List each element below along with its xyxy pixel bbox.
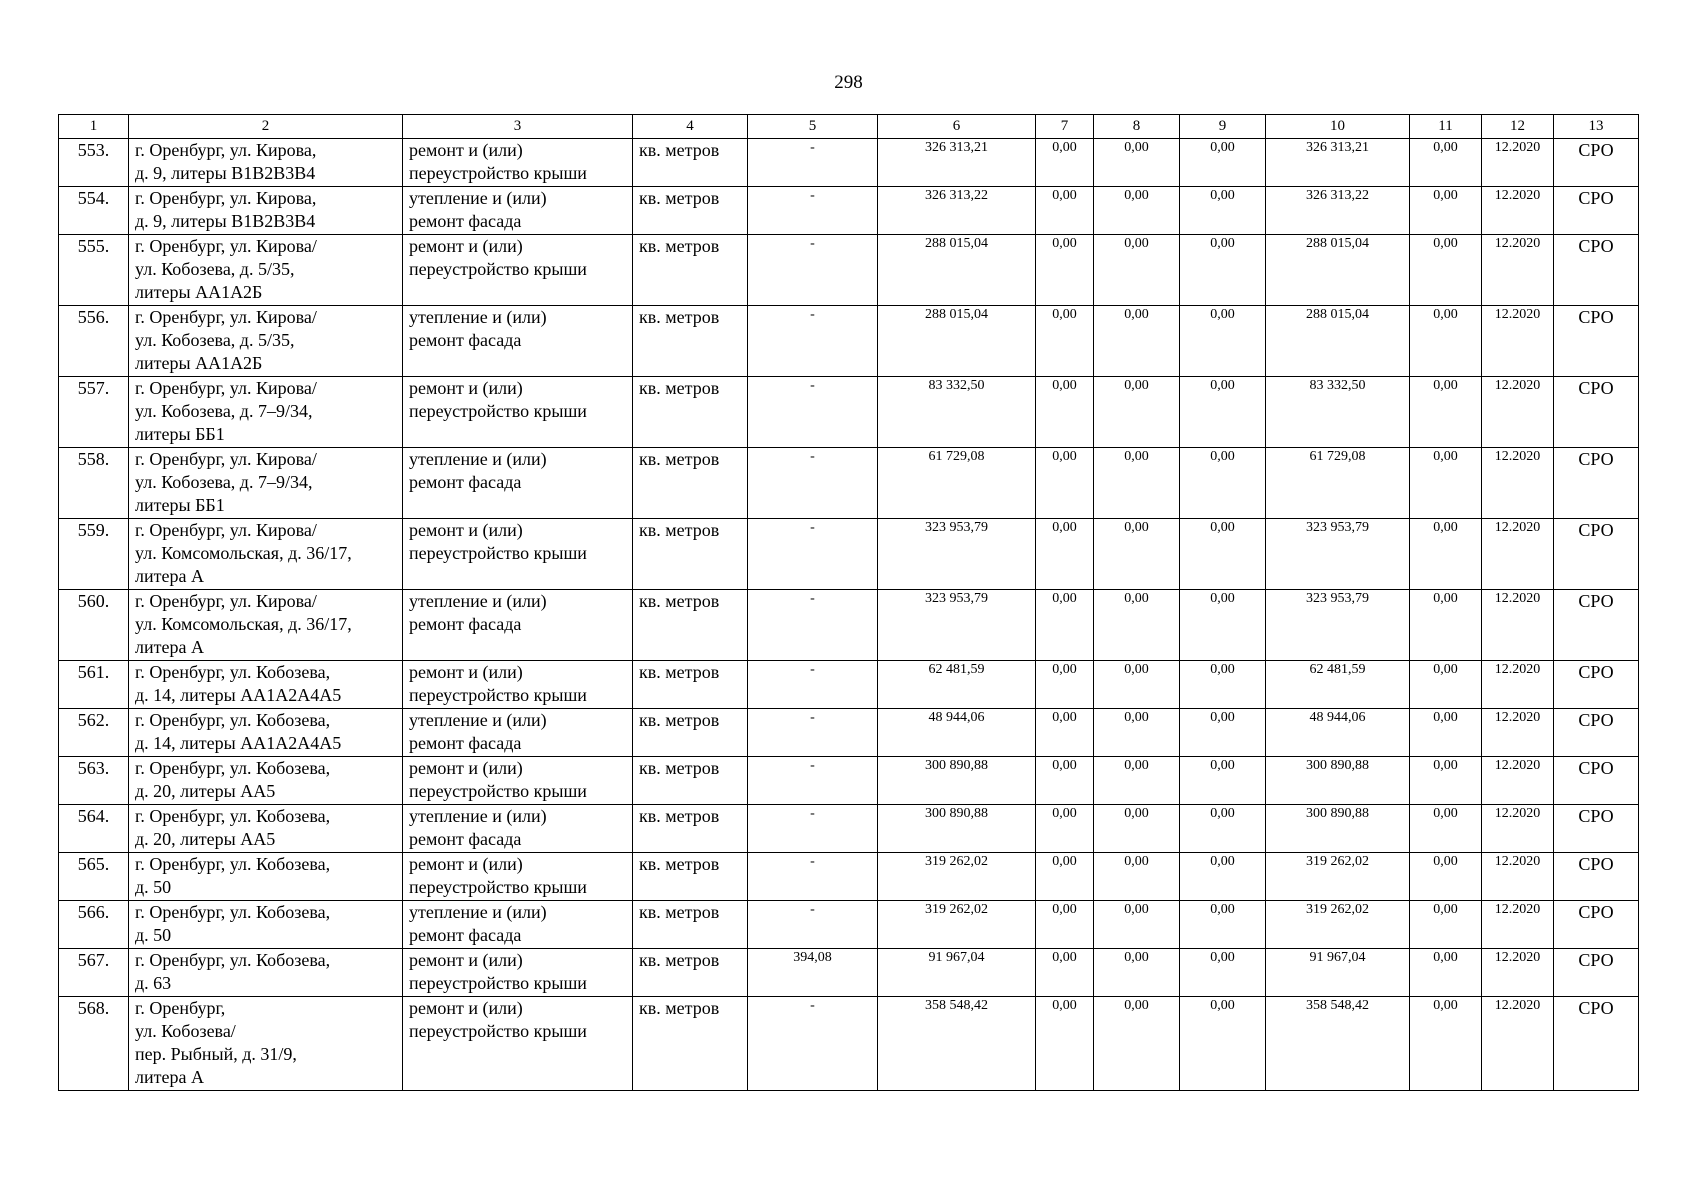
col11-value-cell: 0,00 bbox=[1410, 519, 1482, 590]
work-type-cell: утепление и (или) ремонт фасада bbox=[403, 448, 633, 519]
completion-date-cell: 12.2020 bbox=[1482, 757, 1554, 805]
address-cell: г. Оренбург, ул. Кобозева, д. 14, литеры АА1А2А4А5 bbox=[129, 709, 403, 757]
completion-date-cell: 12.2020 bbox=[1482, 377, 1554, 448]
col6-value-cell: 323 953,79 bbox=[878, 590, 1036, 661]
organization-cell: СРО bbox=[1554, 306, 1639, 377]
col5-value-cell: - bbox=[748, 853, 878, 901]
col7-value-cell: 0,00 bbox=[1036, 661, 1094, 709]
organization-cell: СРО bbox=[1554, 235, 1639, 306]
col9-value-cell: 0,00 bbox=[1180, 187, 1266, 235]
col9-value-cell: 0,00 bbox=[1180, 709, 1266, 757]
col11-value-cell: 0,00 bbox=[1410, 853, 1482, 901]
col6-value-cell: 48 944,06 bbox=[878, 709, 1036, 757]
unit-cell: кв. метров bbox=[633, 590, 748, 661]
page-number: 298 bbox=[834, 72, 863, 93]
completion-date-cell: 12.2020 bbox=[1482, 306, 1554, 377]
col7-value-cell: 0,00 bbox=[1036, 590, 1094, 661]
column-number-header: 13 bbox=[1554, 115, 1639, 139]
col9-value-cell: 0,00 bbox=[1180, 377, 1266, 448]
col9-value-cell: 0,00 bbox=[1180, 448, 1266, 519]
col6-value-cell: 326 313,21 bbox=[878, 139, 1036, 187]
work-type-cell: ремонт и (или) переустройство крыши bbox=[403, 235, 633, 306]
col5-value-cell: - bbox=[748, 805, 878, 853]
col5-value-cell: - bbox=[748, 757, 878, 805]
col6-value-cell: 61 729,08 bbox=[878, 448, 1036, 519]
address-cell: г. Оренбург, ул. Кирова/ ул. Кобозева, д. 7–9/34, литеры ББ1 bbox=[129, 448, 403, 519]
col9-value-cell: 0,00 bbox=[1180, 853, 1266, 901]
col11-value-cell: 0,00 bbox=[1410, 187, 1482, 235]
col8-value-cell: 0,00 bbox=[1094, 377, 1180, 448]
work-type-cell: ремонт и (или) переустройство крыши bbox=[403, 377, 633, 448]
address-cell: г. Оренбург, ул. Кирова/ ул. Комсомольская, д. 36/17, литера А bbox=[129, 590, 403, 661]
organization-cell: СРО bbox=[1554, 448, 1639, 519]
completion-date-cell: 12.2020 bbox=[1482, 139, 1554, 187]
column-number-header: 1 bbox=[59, 115, 129, 139]
organization-cell: СРО bbox=[1554, 661, 1639, 709]
col10-value-cell: 358 548,42 bbox=[1266, 997, 1410, 1091]
table-row bbox=[59, 805, 1639, 853]
col9-value-cell: 0,00 bbox=[1180, 757, 1266, 805]
column-number-header: 9 bbox=[1180, 115, 1266, 139]
col7-value-cell: 0,00 bbox=[1036, 757, 1094, 805]
organization-cell: СРО bbox=[1554, 377, 1639, 448]
work-type-cell: утепление и (или) ремонт фасада bbox=[403, 187, 633, 235]
completion-date-cell: 12.2020 bbox=[1482, 661, 1554, 709]
row-number-cell: 560. bbox=[59, 590, 129, 661]
col5-value-cell: - bbox=[748, 590, 878, 661]
unit-cell: кв. метров bbox=[633, 187, 748, 235]
address-cell: г. Оренбург, ул. Кирова/ ул. Кобозева, д. 7–9/34, литеры ББ1 bbox=[129, 377, 403, 448]
col8-value-cell: 0,00 bbox=[1094, 997, 1180, 1091]
col7-value-cell: 0,00 bbox=[1036, 853, 1094, 901]
address-cell: г. Оренбург, ул. Кобозева, д. 50 bbox=[129, 901, 403, 949]
col9-value-cell: 0,00 bbox=[1180, 805, 1266, 853]
col11-value-cell: 0,00 bbox=[1410, 448, 1482, 519]
table-row bbox=[59, 997, 1639, 1091]
col5-value-cell: - bbox=[748, 997, 878, 1091]
organization-cell: СРО bbox=[1554, 519, 1639, 590]
table-row bbox=[59, 519, 1639, 590]
col5-value-cell: - bbox=[748, 187, 878, 235]
work-type-cell: утепление и (или) ремонт фасада bbox=[403, 805, 633, 853]
row-number-cell: 558. bbox=[59, 448, 129, 519]
organization-cell: СРО bbox=[1554, 187, 1639, 235]
col8-value-cell: 0,00 bbox=[1094, 306, 1180, 377]
col11-value-cell: 0,00 bbox=[1410, 139, 1482, 187]
row-number-cell: 556. bbox=[59, 306, 129, 377]
address-cell: г. Оренбург, ул. Кобозева, д. 14, литеры АА1А2А4А5 bbox=[129, 661, 403, 709]
col9-value-cell: 0,00 bbox=[1180, 139, 1266, 187]
col6-value-cell: 300 890,88 bbox=[878, 805, 1036, 853]
col7-value-cell: 0,00 bbox=[1036, 709, 1094, 757]
table-row bbox=[59, 590, 1639, 661]
col5-value-cell: - bbox=[748, 661, 878, 709]
col9-value-cell: 0,00 bbox=[1180, 306, 1266, 377]
table-row bbox=[59, 901, 1639, 949]
unit-cell: кв. метров bbox=[633, 519, 748, 590]
completion-date-cell: 12.2020 bbox=[1482, 901, 1554, 949]
table-row bbox=[59, 377, 1639, 448]
col8-value-cell: 0,00 bbox=[1094, 448, 1180, 519]
col11-value-cell: 0,00 bbox=[1410, 997, 1482, 1091]
col5-value-cell: 394,08 bbox=[748, 949, 878, 997]
address-cell: г. Оренбург, ул. Кирова, д. 9, литеры В1В2В3В4 bbox=[129, 139, 403, 187]
row-number-cell: 555. bbox=[59, 235, 129, 306]
row-number-cell: 565. bbox=[59, 853, 129, 901]
col10-value-cell: 62 481,59 bbox=[1266, 661, 1410, 709]
col7-value-cell: 0,00 bbox=[1036, 949, 1094, 997]
completion-date-cell: 12.2020 bbox=[1482, 709, 1554, 757]
work-type-cell: утепление и (или) ремонт фасада bbox=[403, 709, 633, 757]
unit-cell: кв. метров bbox=[633, 235, 748, 306]
row-number-cell: 557. bbox=[59, 377, 129, 448]
col10-value-cell: 288 015,04 bbox=[1266, 235, 1410, 306]
work-type-cell: ремонт и (или) переустройство крыши bbox=[403, 757, 633, 805]
address-cell: г. Оренбург, ул. Кирова, д. 9, литеры В1В2В3В4 bbox=[129, 187, 403, 235]
work-type-cell: ремонт и (или) переустройство крыши bbox=[403, 519, 633, 590]
row-number-cell: 567. bbox=[59, 949, 129, 997]
table-row bbox=[59, 235, 1639, 306]
col10-value-cell: 300 890,88 bbox=[1266, 805, 1410, 853]
col8-value-cell: 0,00 bbox=[1094, 590, 1180, 661]
address-cell: г. Оренбург, ул. Кобозева/ пер. Рыбный, д. 31/9, литера А bbox=[129, 997, 403, 1091]
completion-date-cell: 12.2020 bbox=[1482, 853, 1554, 901]
col7-value-cell: 0,00 bbox=[1036, 235, 1094, 306]
organization-cell: СРО bbox=[1554, 997, 1639, 1091]
col10-value-cell: 83 332,50 bbox=[1266, 377, 1410, 448]
col11-value-cell: 0,00 bbox=[1410, 590, 1482, 661]
organization-cell: СРО bbox=[1554, 757, 1639, 805]
completion-date-cell: 12.2020 bbox=[1482, 519, 1554, 590]
col10-value-cell: 319 262,02 bbox=[1266, 853, 1410, 901]
organization-cell: СРО bbox=[1554, 949, 1639, 997]
col10-value-cell: 323 953,79 bbox=[1266, 590, 1410, 661]
col9-value-cell: 0,00 bbox=[1180, 901, 1266, 949]
col7-value-cell: 0,00 bbox=[1036, 997, 1094, 1091]
completion-date-cell: 12.2020 bbox=[1482, 448, 1554, 519]
col9-value-cell: 0,00 bbox=[1180, 949, 1266, 997]
col6-value-cell: 323 953,79 bbox=[878, 519, 1036, 590]
col8-value-cell: 0,00 bbox=[1094, 519, 1180, 590]
col8-value-cell: 0,00 bbox=[1094, 235, 1180, 306]
row-number-cell: 568. bbox=[59, 997, 129, 1091]
address-cell: г. Оренбург, ул. Кобозева, д. 20, литеры АА5 bbox=[129, 757, 403, 805]
col5-value-cell: - bbox=[748, 901, 878, 949]
col7-value-cell: 0,00 bbox=[1036, 377, 1094, 448]
work-type-cell: ремонт и (или) переустройство крыши bbox=[403, 997, 633, 1091]
col6-value-cell: 358 548,42 bbox=[878, 997, 1036, 1091]
row-number-cell: 561. bbox=[59, 661, 129, 709]
col9-value-cell: 0,00 bbox=[1180, 661, 1266, 709]
col7-value-cell: 0,00 bbox=[1036, 448, 1094, 519]
unit-cell: кв. метров bbox=[633, 949, 748, 997]
col7-value-cell: 0,00 bbox=[1036, 901, 1094, 949]
table-row bbox=[59, 853, 1639, 901]
col8-value-cell: 0,00 bbox=[1094, 139, 1180, 187]
address-cell: г. Оренбург, ул. Кирова/ ул. Кобозева, д. 5/35, литеры АА1А2Б bbox=[129, 235, 403, 306]
column-number-header: 8 bbox=[1094, 115, 1180, 139]
column-number-header: 7 bbox=[1036, 115, 1094, 139]
col11-value-cell: 0,00 bbox=[1410, 757, 1482, 805]
address-cell: г. Оренбург, ул. Кобозева, д. 63 bbox=[129, 949, 403, 997]
col11-value-cell: 0,00 bbox=[1410, 709, 1482, 757]
col8-value-cell: 0,00 bbox=[1094, 949, 1180, 997]
unit-cell: кв. метров bbox=[633, 757, 748, 805]
row-number-cell: 563. bbox=[59, 757, 129, 805]
col10-value-cell: 326 313,21 bbox=[1266, 139, 1410, 187]
column-number-row bbox=[59, 115, 1639, 139]
col8-value-cell: 0,00 bbox=[1094, 853, 1180, 901]
unit-cell: кв. метров bbox=[633, 377, 748, 448]
registry-table bbox=[58, 114, 1639, 1091]
col5-value-cell: - bbox=[748, 448, 878, 519]
unit-cell: кв. метров bbox=[633, 901, 748, 949]
col6-value-cell: 319 262,02 bbox=[878, 853, 1036, 901]
col6-value-cell: 288 015,04 bbox=[878, 235, 1036, 306]
col6-value-cell: 326 313,22 bbox=[878, 187, 1036, 235]
col9-value-cell: 0,00 bbox=[1180, 235, 1266, 306]
unit-cell: кв. метров bbox=[633, 853, 748, 901]
column-number-header: 2 bbox=[129, 115, 403, 139]
column-number-header: 5 bbox=[748, 115, 878, 139]
table-row bbox=[59, 448, 1639, 519]
row-number-cell: 554. bbox=[59, 187, 129, 235]
address-cell: г. Оренбург, ул. Кирова/ ул. Комсомольская, д. 36/17, литера А bbox=[129, 519, 403, 590]
col8-value-cell: 0,00 bbox=[1094, 805, 1180, 853]
col5-value-cell: - bbox=[748, 235, 878, 306]
table-body bbox=[59, 115, 1639, 1091]
table-row bbox=[59, 709, 1639, 757]
row-number-cell: 564. bbox=[59, 805, 129, 853]
col6-value-cell: 300 890,88 bbox=[878, 757, 1036, 805]
col10-value-cell: 326 313,22 bbox=[1266, 187, 1410, 235]
row-number-cell: 559. bbox=[59, 519, 129, 590]
col10-value-cell: 48 944,06 bbox=[1266, 709, 1410, 757]
table-row bbox=[59, 306, 1639, 377]
column-number-header: 3 bbox=[403, 115, 633, 139]
col11-value-cell: 0,00 bbox=[1410, 661, 1482, 709]
organization-cell: СРО bbox=[1554, 853, 1639, 901]
col11-value-cell: 0,00 bbox=[1410, 901, 1482, 949]
organization-cell: СРО bbox=[1554, 590, 1639, 661]
col6-value-cell: 62 481,59 bbox=[878, 661, 1036, 709]
col7-value-cell: 0,00 bbox=[1036, 519, 1094, 590]
col10-value-cell: 91 967,04 bbox=[1266, 949, 1410, 997]
table-row bbox=[59, 949, 1639, 997]
organization-cell: СРО bbox=[1554, 805, 1639, 853]
table-row bbox=[59, 187, 1639, 235]
row-number-cell: 553. bbox=[59, 139, 129, 187]
completion-date-cell: 12.2020 bbox=[1482, 805, 1554, 853]
completion-date-cell: 12.2020 bbox=[1482, 949, 1554, 997]
work-type-cell: ремонт и (или) переустройство крыши bbox=[403, 139, 633, 187]
row-number-cell: 562. bbox=[59, 709, 129, 757]
row-number-cell: 566. bbox=[59, 901, 129, 949]
col8-value-cell: 0,00 bbox=[1094, 187, 1180, 235]
col6-value-cell: 288 015,04 bbox=[878, 306, 1036, 377]
unit-cell: кв. метров bbox=[633, 805, 748, 853]
completion-date-cell: 12.2020 bbox=[1482, 187, 1554, 235]
unit-cell: кв. метров bbox=[633, 306, 748, 377]
col11-value-cell: 0,00 bbox=[1410, 377, 1482, 448]
col8-value-cell: 0,00 bbox=[1094, 709, 1180, 757]
unit-cell: кв. метров bbox=[633, 997, 748, 1091]
unit-cell: кв. метров bbox=[633, 661, 748, 709]
col6-value-cell: 319 262,02 bbox=[878, 901, 1036, 949]
col6-value-cell: 83 332,50 bbox=[878, 377, 1036, 448]
col5-value-cell: - bbox=[748, 139, 878, 187]
col6-value-cell: 91 967,04 bbox=[878, 949, 1036, 997]
work-type-cell: ремонт и (или) переустройство крыши bbox=[403, 949, 633, 997]
work-type-cell: утепление и (или) ремонт фасада bbox=[403, 590, 633, 661]
col5-value-cell: - bbox=[748, 377, 878, 448]
col11-value-cell: 0,00 bbox=[1410, 949, 1482, 997]
col7-value-cell: 0,00 bbox=[1036, 187, 1094, 235]
col10-value-cell: 288 015,04 bbox=[1266, 306, 1410, 377]
col9-value-cell: 0,00 bbox=[1180, 590, 1266, 661]
completion-date-cell: 12.2020 bbox=[1482, 235, 1554, 306]
unit-cell: кв. метров bbox=[633, 709, 748, 757]
organization-cell: СРО bbox=[1554, 709, 1639, 757]
col7-value-cell: 0,00 bbox=[1036, 306, 1094, 377]
col5-value-cell: - bbox=[748, 306, 878, 377]
col8-value-cell: 0,00 bbox=[1094, 661, 1180, 709]
col7-value-cell: 0,00 bbox=[1036, 805, 1094, 853]
col11-value-cell: 0,00 bbox=[1410, 306, 1482, 377]
work-type-cell: ремонт и (или) переустройство крыши bbox=[403, 661, 633, 709]
column-number-header: 10 bbox=[1266, 115, 1410, 139]
col8-value-cell: 0,00 bbox=[1094, 901, 1180, 949]
col10-value-cell: 319 262,02 bbox=[1266, 901, 1410, 949]
table-row bbox=[59, 757, 1639, 805]
address-cell: г. Оренбург, ул. Кобозева, д. 20, литеры АА5 bbox=[129, 805, 403, 853]
col9-value-cell: 0,00 bbox=[1180, 519, 1266, 590]
unit-cell: кв. метров bbox=[633, 139, 748, 187]
col7-value-cell: 0,00 bbox=[1036, 139, 1094, 187]
table-row bbox=[59, 139, 1639, 187]
completion-date-cell: 12.2020 bbox=[1482, 997, 1554, 1091]
col9-value-cell: 0,00 bbox=[1180, 997, 1266, 1091]
col10-value-cell: 300 890,88 bbox=[1266, 757, 1410, 805]
col10-value-cell: 323 953,79 bbox=[1266, 519, 1410, 590]
column-number-header: 6 bbox=[878, 115, 1036, 139]
col5-value-cell: - bbox=[748, 519, 878, 590]
completion-date-cell: 12.2020 bbox=[1482, 590, 1554, 661]
column-number-header: 12 bbox=[1482, 115, 1554, 139]
col11-value-cell: 0,00 bbox=[1410, 805, 1482, 853]
organization-cell: СРО bbox=[1554, 901, 1639, 949]
unit-cell: кв. метров bbox=[633, 448, 748, 519]
work-type-cell: ремонт и (или) переустройство крыши bbox=[403, 853, 633, 901]
work-type-cell: утепление и (или) ремонт фасада bbox=[403, 306, 633, 377]
address-cell: г. Оренбург, ул. Кобозева, д. 50 bbox=[129, 853, 403, 901]
address-cell: г. Оренбург, ул. Кирова/ ул. Кобозева, д. 5/35, литеры АА1А2Б bbox=[129, 306, 403, 377]
column-number-header: 4 bbox=[633, 115, 748, 139]
table-row bbox=[59, 661, 1639, 709]
organization-cell: СРО bbox=[1554, 139, 1639, 187]
col11-value-cell: 0,00 bbox=[1410, 235, 1482, 306]
col10-value-cell: 61 729,08 bbox=[1266, 448, 1410, 519]
col5-value-cell: - bbox=[748, 709, 878, 757]
work-type-cell: утепление и (или) ремонт фасада bbox=[403, 901, 633, 949]
col8-value-cell: 0,00 bbox=[1094, 757, 1180, 805]
column-number-header: 11 bbox=[1410, 115, 1482, 139]
